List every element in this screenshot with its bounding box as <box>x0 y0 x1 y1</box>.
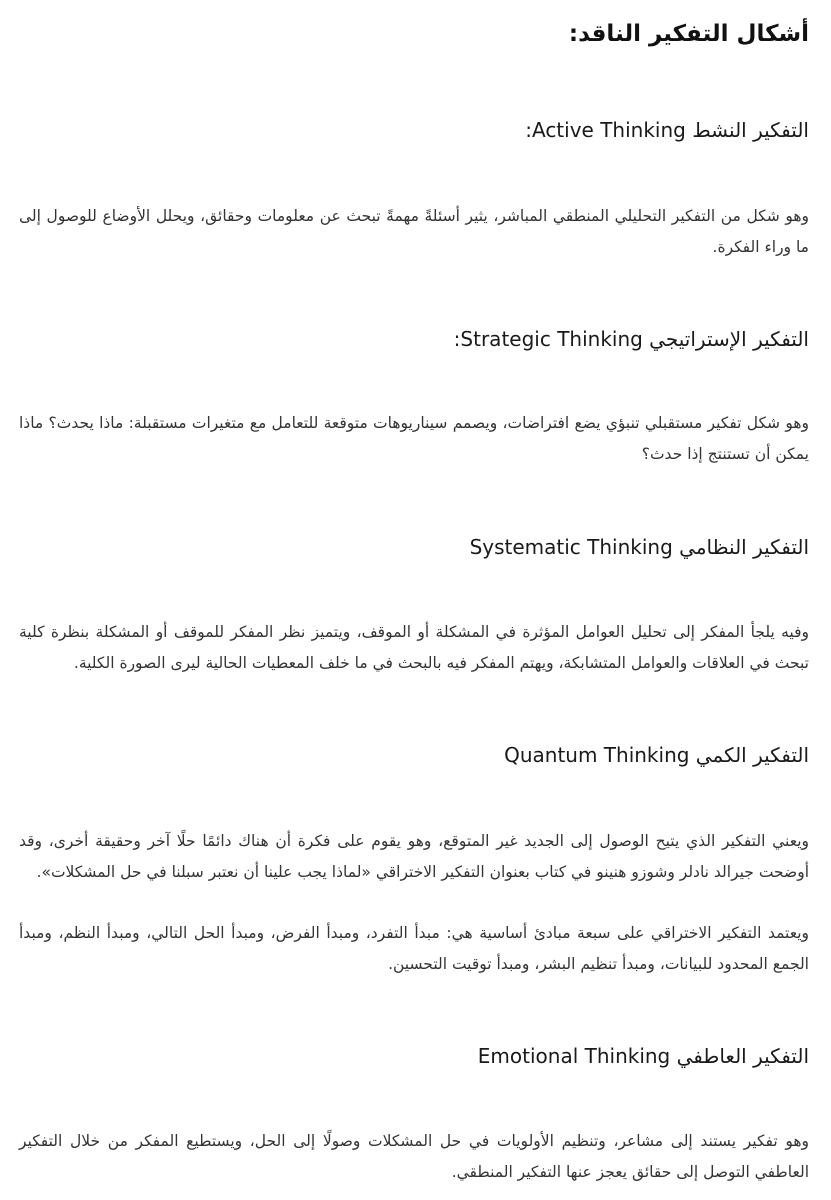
page-title: أشكال التفكير الناقد: <box>568 21 809 47</box>
section-heading-active-thinking: التفكير النشط Active Thinking: <box>525 118 809 142</box>
section-heading-emotional-thinking: التفكير العاطفي Emotional Thinking <box>477 1044 809 1068</box>
paragraph-systematic-thinking: وفيه يلجأ المفكر إلى تحليل العوامل المؤثرة في المشكلة أو الموقف، ويتميز نظر المفكر للموقف أو المشكلة بنظرة كلية تبحث في العلاقات والعوامل المتشابكة، ويهتم المفكر فيه بالبحث في ما خلف المعطيات الحالية ليرى الصورة الكلية. <box>19 623 809 672</box>
section-heading-strategic-thinking: التفكير الإستراتيجي Strategic Thinking: <box>453 327 809 351</box>
paragraph-emotional-thinking: وهو تفكير يستند إلى مشاعر، وتنظيم الأولويات في حل المشكلات وصولًا إلى الحل، ويستطيع المفكر من خلال التفكير العاطفي التوصل إلى حقائق يعجز عنها التفكير المنطقي. <box>19 1132 809 1181</box>
paragraph-quantum-thinking-1: ويعني التفكير الذي يتيح الوصول إلى الجديد غير المتوقع، وهو يقوم على فكرة أن هناك دائمًا حلًا آخر وحقيقة أخرى، وقد أوضحت جيرالد نادلر وشوزو هنينو في كتاب بعنوان التفكير الاختراقي «لماذا يجب علينا أن نعتبر سبلنا في حل المشكلات». <box>19 832 809 881</box>
paragraph-quantum-thinking-2: ويعتمد التفكير الاختراقي على سبعة مبادئ أساسية هي: مبدأ التفرد، ومبدأ الفرض، ومبدأ الحل التالي، ومبدأ النظم، ومبدأ الجمع المحدود للبيانات، ومبدأ تنظيم البشر، ومبدأ توقيت التحسين. <box>19 924 809 973</box>
paragraph-active-thinking: وهو شكل من التفكير التحليلي المنطقي المباشر، يثير أسئلةً مهمةً تبحث عن معلومات وحقائق، ويحلل الأوضاع للوصول إلى ما وراء الفكرة. <box>19 207 809 256</box>
section-heading-systematic-thinking: التفكير النظامي Systematic Thinking <box>469 535 809 559</box>
paragraph-strategic-thinking: وهو شكل تفكير مستقبلي تنبؤي يضع افتراضات، ويصمم سيناريوهات متوقعة للتعامل مع متغيرات مستقبلة: ماذا يحدث؟ ماذا يمكن أن تستنتج إذا حدث؟ <box>19 414 809 463</box>
section-heading-quantum-thinking: التفكير الكمي Quantum Thinking <box>504 743 809 767</box>
